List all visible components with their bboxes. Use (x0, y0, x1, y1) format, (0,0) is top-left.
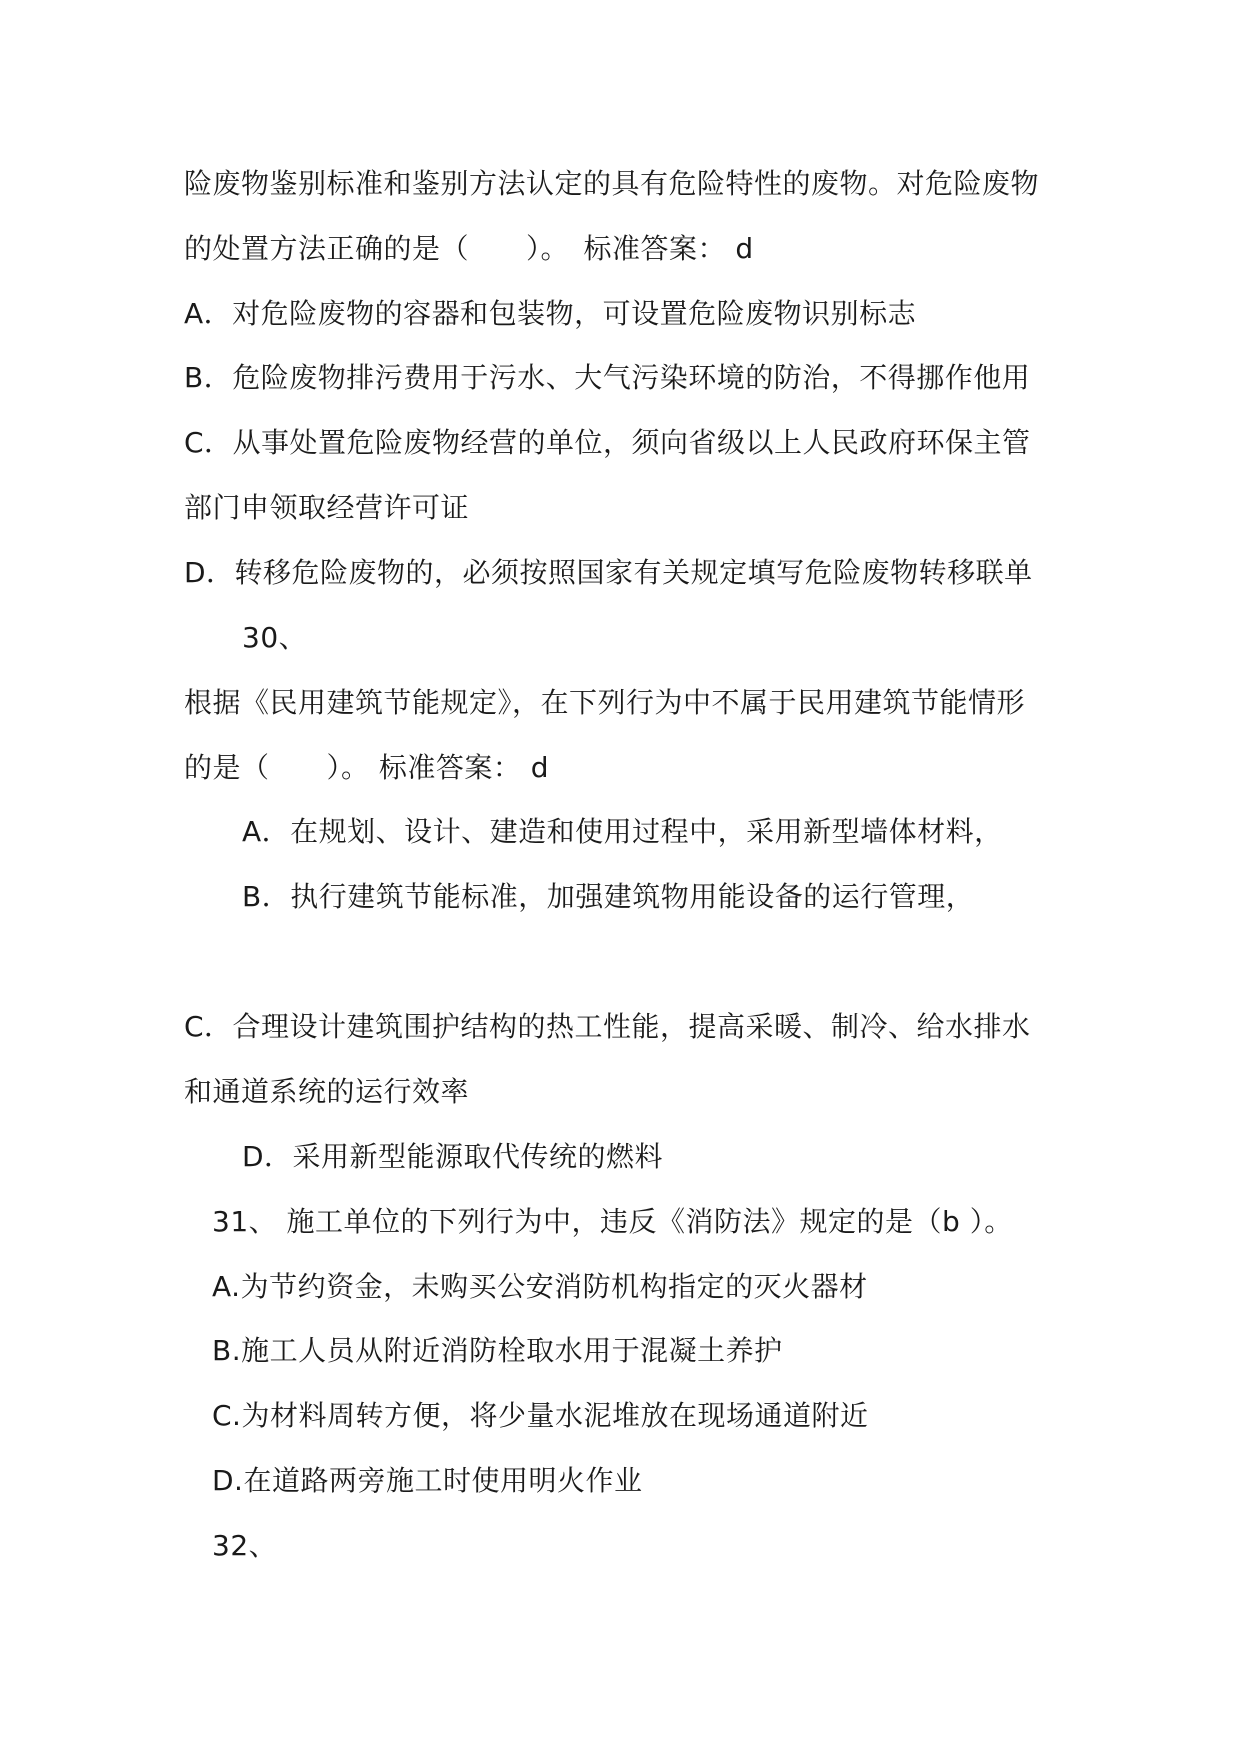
text-line: 部门申领取经营许可证 (184, 491, 470, 524)
option-line: B.施工人员从附近消防栓取水用于混凝土养护 (212, 1334, 783, 1367)
option-line: A．在规划、设计、建造和使用过程中，采用新型墙体材料， (242, 815, 1003, 848)
option-line: A.为节约资金，未购买公安消防机构指定的灭火器材 (212, 1270, 868, 1303)
text-line: 和通道系统的运行效率 (184, 1075, 470, 1108)
question-number: 32、 (212, 1529, 278, 1562)
question-number: 30、 (242, 621, 308, 654)
text-line: 的是（ ）。 标准答案： d (184, 751, 550, 784)
option-line: D．转移危险废物的，必须按照国家有关规定填写危险废物转移联单 (184, 556, 1033, 589)
option-line: C．从事处置危险废物经营的单位，须向省级以上人民政府环保主管 (184, 426, 1031, 459)
option-line: D．采用新型能源取代传统的燃料 (242, 1140, 664, 1173)
text-line: 根据《民用建筑节能规定》，在下列行为中不属于民用建筑节能情形 (184, 686, 1026, 719)
option-line: D.在道路两旁施工时使用明火作业 (212, 1464, 643, 1497)
option-line: B．危险废物排污费用于污水、大气污染环境的防治，不得挪作他用 (184, 361, 1031, 394)
option-line: A．对危险废物的容器和包装物，可设置危险废物识别标志 (184, 297, 917, 330)
text-line: 的处置方法正确的是（ ）。 标准答案： d (184, 232, 754, 265)
option-line: C.为材料周转方便，将少量水泥堆放在现场通道附近 (212, 1399, 869, 1432)
text-line: 险废物鉴别标准和鉴别方法认定的具有危险特性的废物。对危险废物 (184, 167, 1040, 200)
question-line: 31、 施工单位的下列行为中，违反《消防法》规定的是（b ）。 (212, 1205, 1013, 1238)
option-line: B．执行建筑节能标准，加强建筑物用能设备的运行管理， (242, 880, 975, 913)
option-line: C．合理设计建筑围护结构的热工性能，提高采暖、制冷、给水排水 (184, 1010, 1031, 1043)
